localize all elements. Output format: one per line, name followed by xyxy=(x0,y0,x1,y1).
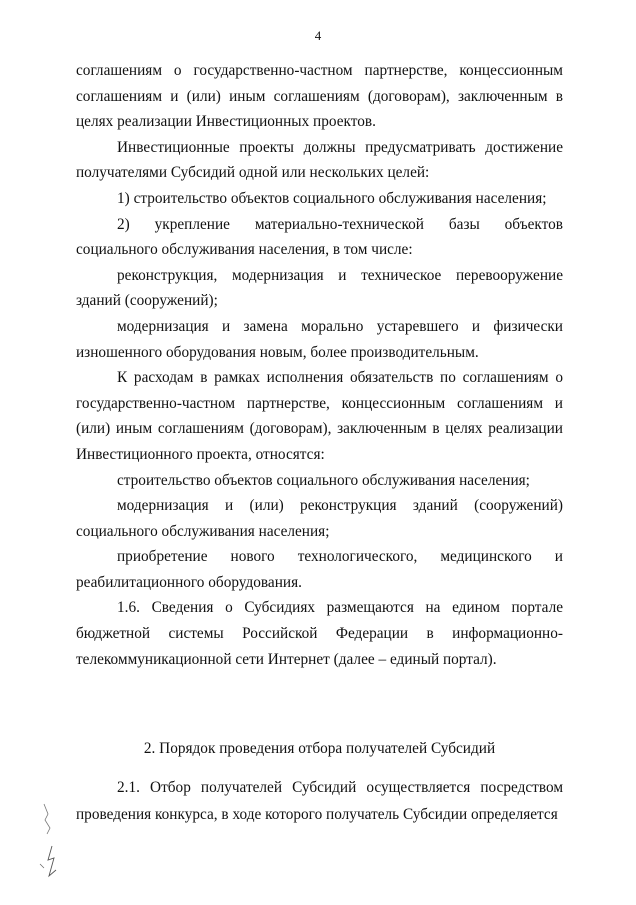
paragraph: Инвестиционные проекты должны предусматривать достижение получателями Субсидий одной или нескольких целей: xyxy=(76,138,563,182)
paragraph: модернизация и замена морально устаревшего и физически изношенного оборудования новым, более производительным. xyxy=(76,317,563,361)
paragraph: приобретение нового технологического, медицинского и реабилитационного оборудования. xyxy=(76,548,563,591)
paragraph: 1.6. Сведения о Субсидиях размещаются на едином портале бюджетной системы Российской Федерации в информационно-телекоммуникационной сети Интернет (далее – единый портал). xyxy=(76,599,563,668)
paragraph: реконструкция, модернизация и техническое перевооружение зданий (сооружений); xyxy=(76,266,563,310)
page-number: 4 xyxy=(314,28,322,43)
paragraph: строительство объектов социального обслуживания населения; xyxy=(117,471,530,489)
paragraph: 2.1. Отбор получателей Субсидий осуществляется посредством проведения конкурса, в ходе которого получатель Субсидии определяется xyxy=(76,779,563,823)
document-body xyxy=(76,58,563,672)
paragraph: соглашениям о государственно-частном партнерстве, концессионным соглашениям и (или) иным соглашениям (договорам), заключенным в целях реализации Инвестиционных проектов. xyxy=(76,62,563,131)
paragraph: К расходам в рамках исполнения обязательств по соглашениям о государственно-частном партнерстве, концессионным соглашениям и (или) иным соглашениям (договорам), заключенным в целях реализации Инвестиционного проекта, относятся: xyxy=(76,369,563,463)
section-heading: 2. Порядок проведения отбора получателей Субсидий xyxy=(143,740,496,757)
section-body xyxy=(76,775,563,828)
paragraph: модернизация и (или) реконструкция зданий (сооружений) социального обслуживания населения; xyxy=(76,497,563,540)
handwritten-mark-icon xyxy=(30,800,70,900)
paragraph: 1) строительство объектов социального обслуживания населения; xyxy=(117,189,547,207)
paragraph: 2) укрепление материально-технической базы объектов социального обслуживания населения, в том числе: xyxy=(76,215,563,259)
